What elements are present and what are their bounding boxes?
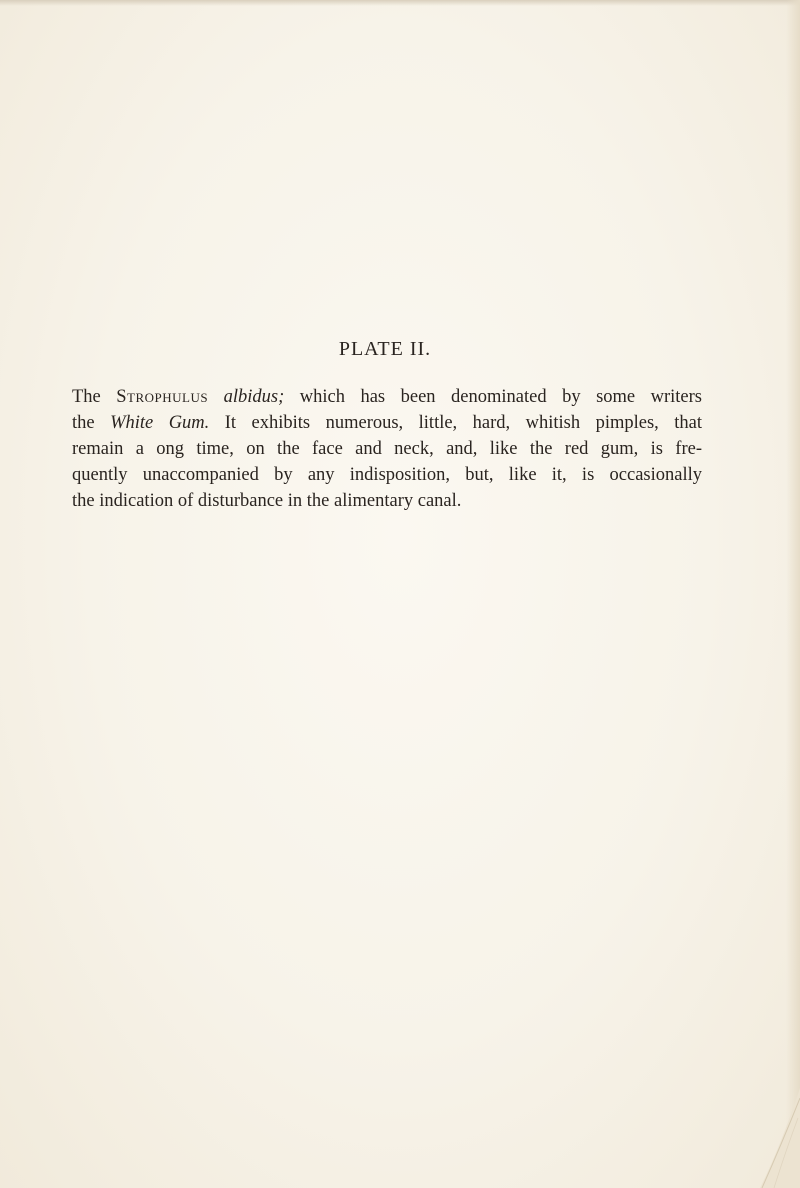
page-right-edge xyxy=(786,0,800,1188)
text-line-1-space xyxy=(208,387,224,407)
text-line-1-lead: The xyxy=(72,387,117,407)
page-corner-wear xyxy=(740,1088,800,1188)
text-line-1 xyxy=(72,384,702,410)
text-line-2-rest: It exhibits numerous, little, hard, whitish pimples, that xyxy=(209,413,702,433)
text-line-1-rest: which has been denominated by some writers xyxy=(284,387,702,407)
text-line-4: quently unaccompanied by any indisposition, but, like it, is occasionally xyxy=(72,465,702,485)
species-name: albidus; xyxy=(223,387,285,407)
common-name: White Gum. xyxy=(110,413,210,433)
text-line-2 xyxy=(72,410,702,436)
plate-title: PLATE II. xyxy=(338,338,432,360)
text-line-5: the indication of disturbance in the alimentary canal. xyxy=(72,491,462,511)
plate-description xyxy=(72,384,702,514)
page-top-edge xyxy=(0,0,800,6)
text-line-2-lead: the xyxy=(72,413,111,433)
text-line-3: remain a ong time, on the face and neck, and, like the red gum, is fre- xyxy=(72,439,702,459)
genus-name: Strophulus xyxy=(116,387,209,407)
